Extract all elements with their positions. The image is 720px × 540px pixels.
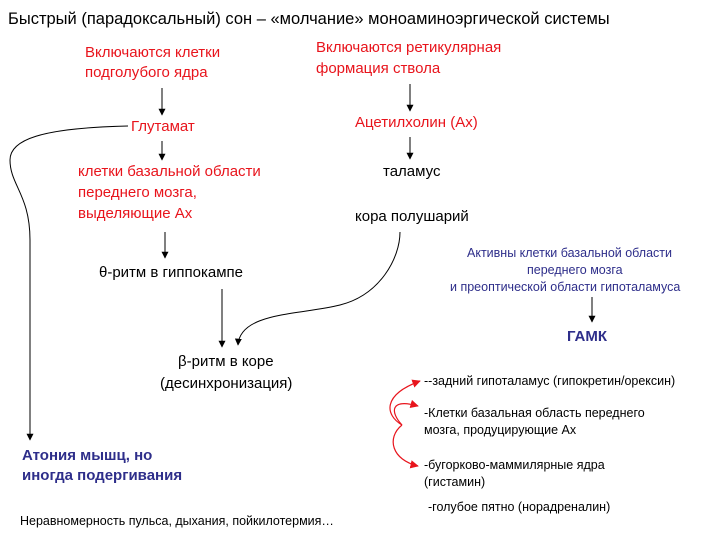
- theta-rhythm-label: θ-ритм в гиппокампе: [99, 264, 243, 281]
- target-item-hypothalamus: --задний гипоталамус (гипокретин/орексин): [424, 374, 676, 388]
- thalamus-label: таламус: [383, 163, 441, 180]
- reticular-line-2: формация ствола: [316, 60, 441, 77]
- target-item-locus-coeruleus: -голубое пятно (норадреналин): [428, 500, 611, 514]
- target-item-basal-line-1: -Клетки базальная область переднего: [424, 406, 645, 420]
- slide-title: Быстрый (парадоксальный) сон – «молчание» моноаминоэргической системы: [8, 10, 610, 28]
- target-item-tuberomammillary-line-1: -бугорково-маммилярные ядра: [424, 458, 605, 472]
- gaba-label: ГАМК: [567, 328, 608, 345]
- target-item-basal-line-2: мозга, продуцирующие Ах: [424, 423, 577, 437]
- gaba-active-line-3: и преоптической области гипоталамуса: [450, 280, 681, 294]
- footer-note: Неравномерность пульса, дыхания, пойкилотермия…: [20, 514, 334, 528]
- blue-nucleus-line-1: Включаются клетки: [85, 44, 221, 61]
- target-item-tuberomammillary-line-2: (гистамин): [424, 475, 486, 489]
- gaba-active-line-1: Активны клетки базальной области: [467, 246, 672, 260]
- reticular-line-1: Включаются ретикулярная: [316, 39, 502, 56]
- gaba-active-line-2: переднего мозга: [527, 263, 623, 277]
- red-arrow-to-tuberomammillary: [393, 425, 418, 466]
- arrow-glutamate-to-atonia: [10, 126, 128, 440]
- beta-rhythm-line-1: β-ритм в коре: [178, 353, 274, 370]
- atonia-line-1: Атония мышц, но: [22, 447, 153, 464]
- beta-rhythm-line-2: (десинхронизация): [160, 375, 293, 392]
- basal-cells-line-1: клетки базальной области: [78, 163, 261, 180]
- blue-nucleus-line-2: подголубого ядра: [85, 64, 208, 81]
- cortex-label: кора полушарий: [355, 208, 469, 225]
- arrow-cortex-to-beta: [238, 232, 400, 345]
- basal-cells-line-2: переднего мозга,: [78, 184, 197, 201]
- glutamate-label: Глутамат: [131, 118, 195, 135]
- acetylcholine-label: Ацетилхолин (Ах): [355, 114, 478, 131]
- atonia-line-2: иногда подергивания: [22, 467, 183, 484]
- basal-cells-line-3: выделяющие Ах: [78, 205, 193, 222]
